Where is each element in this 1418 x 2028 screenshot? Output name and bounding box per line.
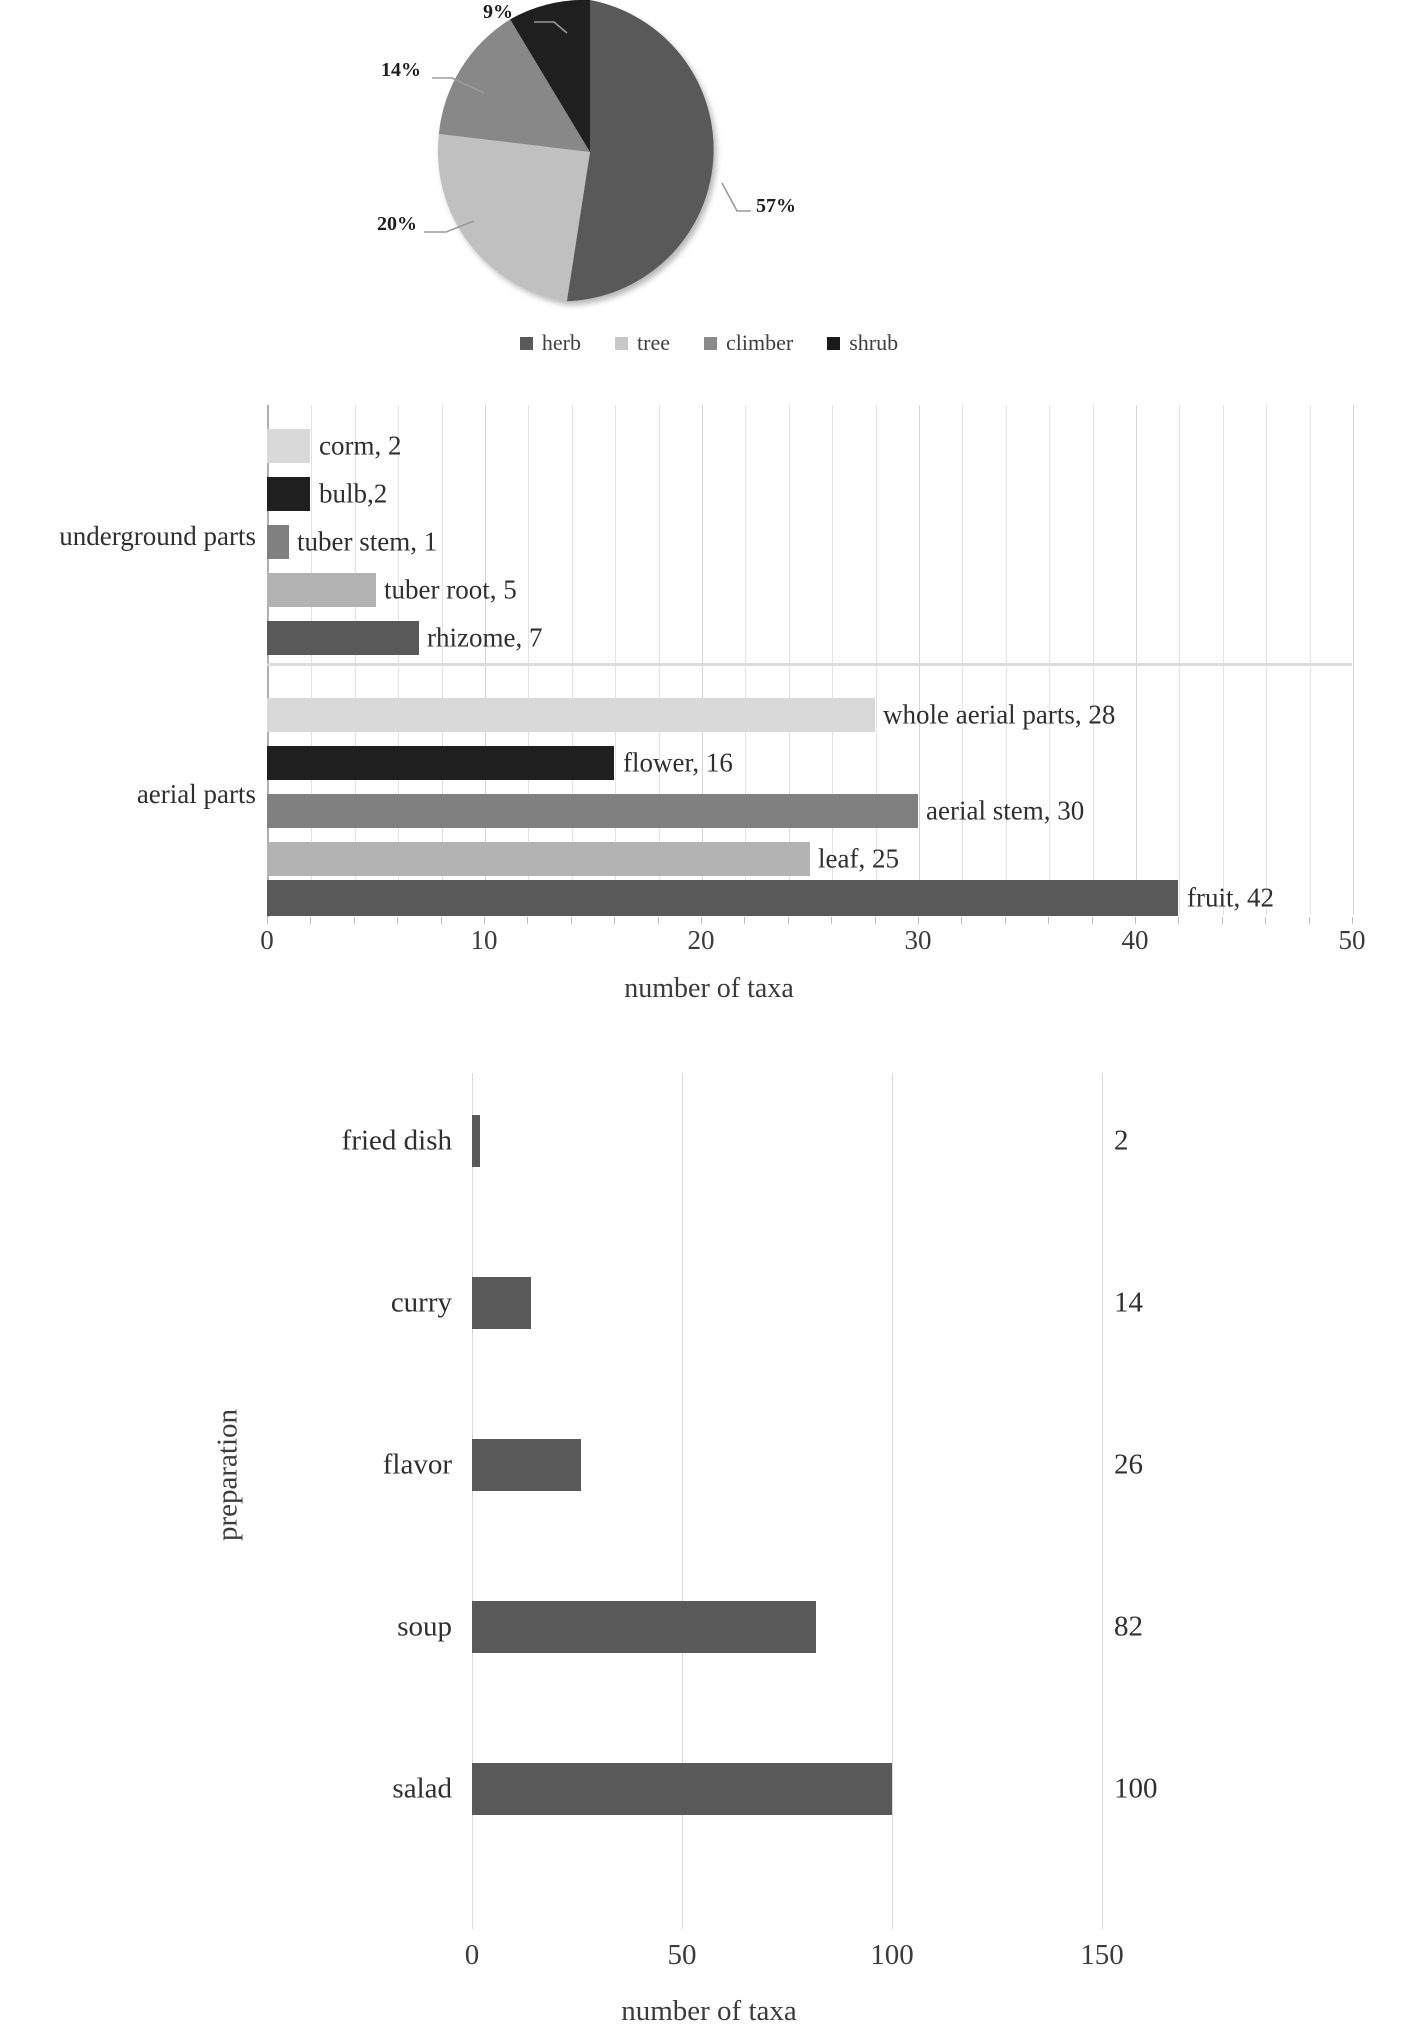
bar-tuber-root [267,573,376,607]
pie-label-herb: 57% [756,195,796,217]
category-label-flavor: flavor [382,1448,452,1481]
x-tick-0 [267,917,268,924]
legend-item-tree [615,330,670,356]
bar-value-soup: 82 [1114,1610,1143,1643]
x-tick-22 [744,917,745,924]
bar-value-fried-dish: 2 [1114,1124,1129,1157]
bar-row-fruit [267,880,1352,916]
x-tick-28 [875,917,876,924]
x-tick-46 [1265,917,1266,924]
x-tick-14 [571,917,572,924]
x-tick-6 [397,917,398,924]
x-tick-36 [1048,917,1049,924]
bar-label-corm: corm, 2 [319,430,402,461]
bar-label-fruit: fruit, 42 [1187,882,1274,913]
x-tick-2 [310,917,311,924]
bar-label-rhizome: rhizome, 7 [427,622,543,653]
category-label-fried-dish: fried dish [341,1124,452,1157]
bar-leaf [267,842,810,876]
bar-row-leaf [267,842,1352,876]
preparation-plot-area [341,1073,1158,1929]
bar-value-salad: 100 [1114,1772,1158,1805]
bar-label-tuber-stem: tuber stem, 1 [297,526,438,557]
category-label-aerial-parts: aerial parts [136,779,256,809]
bar-label-whole-aerial-parts: whole aerial parts, 28 [883,699,1116,730]
x-tick-label-10: 10 [470,925,498,955]
bar-bulb [267,477,310,511]
legend-swatch-icon [827,337,840,350]
bar-fried-dish [472,1115,480,1167]
x-tick-16 [614,917,615,924]
pie-label-tree: 20% [377,213,417,235]
x-tick-32 [961,917,962,924]
category-label-salad: salad [392,1772,452,1805]
bar-row-bulb [267,477,1352,511]
bar-row-soup [397,1601,1143,1653]
legend-label: herb [541,330,582,355]
x-tick-40 [1135,917,1136,924]
x-tick-label-50: 50 [1338,925,1366,955]
x-tick-label-150: 150 [1080,1939,1124,1971]
bar-row-aerial-stem [267,794,1352,828]
bar-soup [472,1601,816,1653]
x-tick-26 [831,917,832,924]
x-tick-label-20: 20 [687,925,715,955]
bar-tuber-stem [267,525,289,559]
category-label-soup: soup [397,1610,452,1643]
legend-label: tree [637,330,670,355]
x-tick-label-0: 0 [464,1939,480,1971]
preparation-bar-chart-panel [0,1055,1418,2027]
bar-corm [267,429,310,463]
x-tick-label-0: 0 [260,925,274,955]
legend-item-herb [520,330,581,356]
x-tick-44 [1222,917,1223,924]
gridline-50 [1353,405,1354,915]
x-tick-34 [1005,917,1006,924]
legend-swatch-icon [704,337,717,350]
x-tick-18 [658,917,659,924]
x-tick-label-30: 30 [904,925,932,955]
bar-curry [472,1277,531,1329]
bar-row-corm [267,429,1352,463]
x-tick-38 [1092,917,1093,924]
x-tick-50 [1352,917,1353,924]
x-tick-label-40: 40 [1121,925,1149,955]
x-tick-4 [354,917,355,924]
bar-label-tuber-root: tuber root, 5 [384,574,517,605]
x-tick-42 [1178,917,1179,924]
pie-label-climber: 14% [381,59,421,81]
bar-row-whole-aerial-parts [267,698,1352,732]
category-label-underground-parts: underground parts [59,521,256,551]
legend-swatch-icon [615,337,628,350]
legend-swatch-icon [520,337,533,350]
bar-row-flavor [382,1439,1143,1491]
legend-item-climber [704,330,793,356]
gridline-150 [1102,1073,1103,1929]
bar-label-leaf: leaf, 25 [818,843,899,874]
bar-aerial-stem [267,794,918,828]
bar-value-flavor: 26 [1114,1448,1143,1481]
plant-parts-bar-chart-panel [0,395,1418,1025]
x-tick-10 [484,917,485,924]
bar-row-tuber-stem [267,525,1352,559]
x-tick-24 [788,917,789,924]
bar-fruit [267,880,1178,916]
category-label-curry: curry [390,1286,452,1319]
bar-label-aerial-stem: aerial stem, 30 [926,795,1085,826]
bar-row-flower [267,746,1352,780]
x-tick-8 [441,917,442,924]
legend-item-shrub [827,330,898,356]
legend-label: climber [725,330,794,355]
bar-row-curry [390,1277,1143,1329]
bar-rhizome [267,621,419,655]
bar-row-fried-dish [341,1115,1129,1167]
bar-label-bulb: bulb,2 [319,478,388,509]
pie-legend [0,330,1418,356]
pie-label-shrub: 9% [483,1,513,23]
bar-value-curry: 14 [1114,1286,1143,1319]
bar-row-salad [392,1763,1158,1815]
group-separator [267,663,1352,666]
bar-whole-aerial-parts [267,698,875,732]
bar-label-flower: flower, 16 [623,747,733,778]
x-tick-label-50: 50 [667,1939,697,1971]
legend-label: shrub [849,330,899,355]
x-tick-12 [527,917,528,924]
x-tick-label-100: 100 [870,1939,914,1971]
bar-row-rhizome [267,621,1352,655]
x-tick-30 [918,917,919,924]
bar-row-tuber-root [267,573,1352,607]
bar-flavor [472,1439,581,1491]
bar-flower [267,746,614,780]
x-tick-20 [701,917,702,924]
x-axis-title: number of taxa [624,973,794,1004]
x-tick-48 [1309,917,1310,924]
x-axis-title: number of taxa [621,1995,797,2027]
bar-salad [472,1763,892,1815]
y-axis-title: preparation [211,1408,244,1542]
